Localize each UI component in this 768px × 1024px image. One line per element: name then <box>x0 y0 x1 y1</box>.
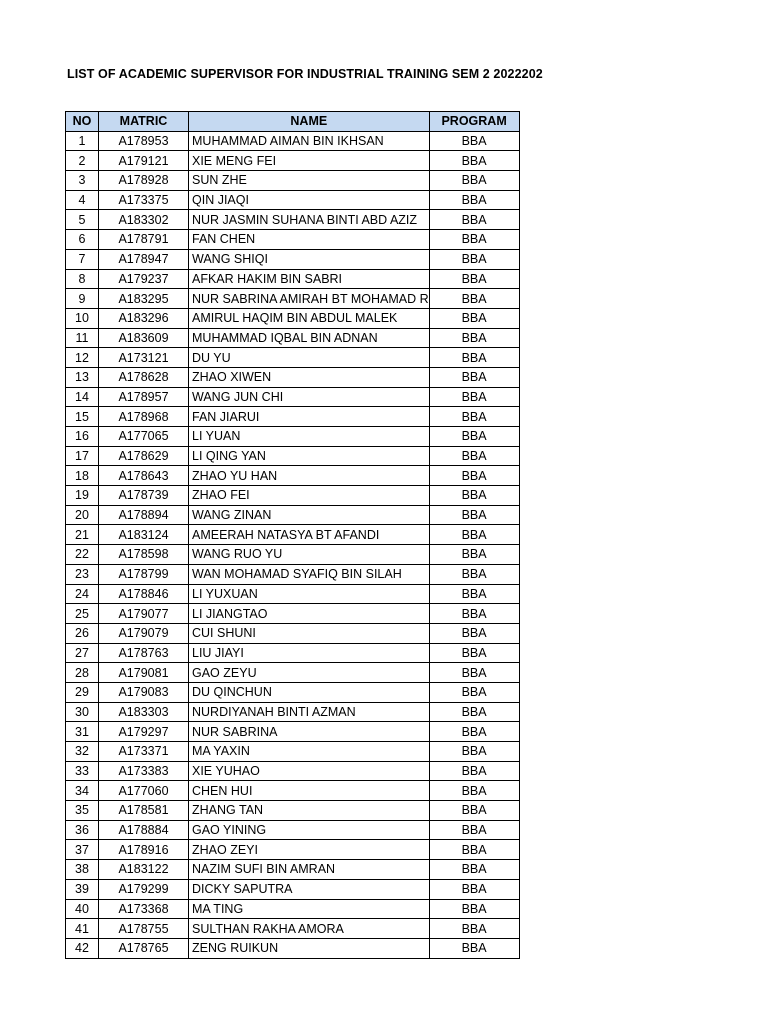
row-number-cell: 25 <box>66 604 99 624</box>
table-row <box>66 722 520 742</box>
name-cell: ZHAO YU HAN <box>189 466 430 486</box>
program-cell: BBA <box>429 584 519 604</box>
program-cell: BBA <box>429 269 519 289</box>
name-cell: MUHAMMAD AIMAN BIN IKHSAN <box>189 131 430 151</box>
program-cell: BBA <box>429 348 519 368</box>
name-cell: DU QINCHUN <box>189 682 430 702</box>
header-name: NAME <box>189 112 430 132</box>
program-cell: BBA <box>429 249 519 269</box>
matric-cell: A178739 <box>99 486 189 506</box>
row-number-cell: 20 <box>66 505 99 525</box>
matric-cell: A179237 <box>99 269 189 289</box>
program-cell: BBA <box>429 860 519 880</box>
name-cell: SULTHAN RAKHA AMORA <box>189 919 430 939</box>
matric-cell: A179083 <box>99 682 189 702</box>
table-row <box>66 446 520 466</box>
table-row <box>66 230 520 250</box>
program-cell: BBA <box>429 466 519 486</box>
table-row <box>66 860 520 880</box>
name-cell: FAN JIARUI <box>189 407 430 427</box>
program-cell: BBA <box>429 643 519 663</box>
matric-cell: A178763 <box>99 643 189 663</box>
name-cell: LI JIANGTAO <box>189 604 430 624</box>
name-cell: DICKY SAPUTRA <box>189 879 430 899</box>
program-cell: BBA <box>429 840 519 860</box>
table-row <box>66 151 520 171</box>
program-cell: BBA <box>429 308 519 328</box>
name-cell: NUR SABRINA AMIRAH BT MOHAMAD R <box>189 289 430 309</box>
row-number-cell: 4 <box>66 190 99 210</box>
name-cell: ZHANG TAN <box>189 801 430 821</box>
header-row <box>66 112 520 132</box>
program-cell: BBA <box>429 564 519 584</box>
header-matric: MATRIC <box>99 112 189 132</box>
row-number-cell: 5 <box>66 210 99 230</box>
table-row <box>66 171 520 191</box>
program-cell: BBA <box>429 820 519 840</box>
name-cell: LIU JIAYI <box>189 643 430 663</box>
table-row <box>66 682 520 702</box>
program-cell: BBA <box>429 407 519 427</box>
table-row <box>66 702 520 722</box>
name-cell: GAO YINING <box>189 820 430 840</box>
matric-cell: A183124 <box>99 525 189 545</box>
header-no: NO <box>66 112 99 132</box>
row-number-cell: 23 <box>66 564 99 584</box>
matric-cell: A179299 <box>99 879 189 899</box>
row-number-cell: 19 <box>66 486 99 506</box>
matric-cell: A178957 <box>99 387 189 407</box>
matric-cell: A178846 <box>99 584 189 604</box>
row-number-cell: 12 <box>66 348 99 368</box>
table-row <box>66 328 520 348</box>
row-number-cell: 2 <box>66 151 99 171</box>
program-cell: BBA <box>429 702 519 722</box>
program-cell: BBA <box>429 801 519 821</box>
table-row <box>66 584 520 604</box>
program-cell: BBA <box>429 682 519 702</box>
row-number-cell: 32 <box>66 742 99 762</box>
name-cell: NAZIM SUFI BIN AMRAN <box>189 860 430 880</box>
table-row <box>66 308 520 328</box>
table-row <box>66 190 520 210</box>
matric-cell: A179121 <box>99 151 189 171</box>
matric-cell: A178765 <box>99 938 189 958</box>
table-row <box>66 623 520 643</box>
name-cell: WANG RUO YU <box>189 545 430 565</box>
name-cell: ZHAO FEI <box>189 486 430 506</box>
program-cell: BBA <box>429 387 519 407</box>
program-cell: BBA <box>429 230 519 250</box>
row-number-cell: 27 <box>66 643 99 663</box>
name-cell: GAO ZEYU <box>189 663 430 683</box>
matric-cell: A178894 <box>99 505 189 525</box>
program-cell: BBA <box>429 525 519 545</box>
row-number-cell: 9 <box>66 289 99 309</box>
table-row <box>66 801 520 821</box>
matric-cell: A183302 <box>99 210 189 230</box>
program-cell: BBA <box>429 505 519 525</box>
matric-cell: A179081 <box>99 663 189 683</box>
program-cell: BBA <box>429 427 519 447</box>
name-cell: WANG JUN CHI <box>189 387 430 407</box>
row-number-cell: 8 <box>66 269 99 289</box>
row-number-cell: 1 <box>66 131 99 151</box>
table-row <box>66 525 520 545</box>
row-number-cell: 24 <box>66 584 99 604</box>
program-cell: BBA <box>429 210 519 230</box>
program-cell: BBA <box>429 781 519 801</box>
table-row <box>66 781 520 801</box>
name-cell: AFKAR HAKIM BIN SABRI <box>189 269 430 289</box>
program-cell: BBA <box>429 171 519 191</box>
table-row <box>66 486 520 506</box>
name-cell: DU YU <box>189 348 430 368</box>
matric-cell: A177065 <box>99 427 189 447</box>
name-cell: NUR JASMIN SUHANA BINTI ABD AZIZ <box>189 210 430 230</box>
matric-cell: A178598 <box>99 545 189 565</box>
row-number-cell: 42 <box>66 938 99 958</box>
table-row <box>66 131 520 151</box>
matric-cell: A178791 <box>99 230 189 250</box>
table-row <box>66 505 520 525</box>
table-row <box>66 840 520 860</box>
name-cell: LI YUAN <box>189 427 430 447</box>
program-cell: BBA <box>429 742 519 762</box>
program-cell: BBA <box>429 446 519 466</box>
program-cell: BBA <box>429 545 519 565</box>
program-cell: BBA <box>429 190 519 210</box>
matric-cell: A178953 <box>99 131 189 151</box>
row-number-cell: 3 <box>66 171 99 191</box>
table-row <box>66 604 520 624</box>
row-number-cell: 41 <box>66 919 99 939</box>
name-cell: MA TING <box>189 899 430 919</box>
row-number-cell: 29 <box>66 682 99 702</box>
table-row <box>66 387 520 407</box>
matric-cell: A178643 <box>99 466 189 486</box>
supervisor-table <box>65 111 520 959</box>
name-cell: NURDIYANAH BINTI AZMAN <box>189 702 430 722</box>
matric-cell: A173383 <box>99 761 189 781</box>
table-row <box>66 407 520 427</box>
document-title: LIST OF ACADEMIC SUPERVISOR FOR INDUSTRIAL TRAINING SEM 2 2022202 <box>67 67 543 81</box>
row-number-cell: 21 <box>66 525 99 545</box>
name-cell: ZENG RUIKUN <box>189 938 430 958</box>
row-number-cell: 15 <box>66 407 99 427</box>
table-row <box>66 269 520 289</box>
name-cell: WANG ZINAN <box>189 505 430 525</box>
matric-cell: A183303 <box>99 702 189 722</box>
row-number-cell: 39 <box>66 879 99 899</box>
row-number-cell: 31 <box>66 722 99 742</box>
name-cell: NUR SABRINA <box>189 722 430 742</box>
name-cell: ZHAO XIWEN <box>189 367 430 387</box>
matric-cell: A183122 <box>99 860 189 880</box>
matric-cell: A173375 <box>99 190 189 210</box>
table-row <box>66 348 520 368</box>
row-number-cell: 40 <box>66 899 99 919</box>
name-cell: AMIRUL HAQIM BIN ABDUL MALEK <box>189 308 430 328</box>
matric-cell: A178628 <box>99 367 189 387</box>
table-body <box>66 131 520 958</box>
program-cell: BBA <box>429 604 519 624</box>
name-cell: AMEERAH NATASYA BT AFANDI <box>189 525 430 545</box>
program-cell: BBA <box>429 289 519 309</box>
program-cell: BBA <box>429 486 519 506</box>
row-number-cell: 35 <box>66 801 99 821</box>
table-row <box>66 564 520 584</box>
matric-cell: A173121 <box>99 348 189 368</box>
row-number-cell: 13 <box>66 367 99 387</box>
table-row <box>66 742 520 762</box>
table-row <box>66 820 520 840</box>
table-row <box>66 663 520 683</box>
row-number-cell: 7 <box>66 249 99 269</box>
matric-cell: A178581 <box>99 801 189 821</box>
row-number-cell: 16 <box>66 427 99 447</box>
matric-cell: A173371 <box>99 742 189 762</box>
row-number-cell: 34 <box>66 781 99 801</box>
program-cell: BBA <box>429 328 519 348</box>
table-row <box>66 427 520 447</box>
table-row <box>66 643 520 663</box>
matric-cell: A178884 <box>99 820 189 840</box>
header-program: PROGRAM <box>429 112 519 132</box>
row-number-cell: 14 <box>66 387 99 407</box>
table-row <box>66 545 520 565</box>
name-cell: MUHAMMAD IQBAL BIN ADNAN <box>189 328 430 348</box>
matric-cell: A178916 <box>99 840 189 860</box>
program-cell: BBA <box>429 367 519 387</box>
name-cell: QIN JIAQI <box>189 190 430 210</box>
row-number-cell: 6 <box>66 230 99 250</box>
table-row <box>66 367 520 387</box>
name-cell: WAN MOHAMAD SYAFIQ BIN SILAH <box>189 564 430 584</box>
name-cell: LI QING YAN <box>189 446 430 466</box>
matric-cell: A178928 <box>99 171 189 191</box>
matric-cell: A178799 <box>99 564 189 584</box>
row-number-cell: 10 <box>66 308 99 328</box>
name-cell: CHEN HUI <box>189 781 430 801</box>
matric-cell: A178629 <box>99 446 189 466</box>
program-cell: BBA <box>429 899 519 919</box>
matric-cell: A178947 <box>99 249 189 269</box>
program-cell: BBA <box>429 761 519 781</box>
row-number-cell: 30 <box>66 702 99 722</box>
program-cell: BBA <box>429 623 519 643</box>
row-number-cell: 11 <box>66 328 99 348</box>
name-cell: WANG SHIQI <box>189 249 430 269</box>
name-cell: LI YUXUAN <box>189 584 430 604</box>
table-row <box>66 289 520 309</box>
row-number-cell: 22 <box>66 545 99 565</box>
table-row <box>66 210 520 230</box>
table-row <box>66 899 520 919</box>
program-cell: BBA <box>429 663 519 683</box>
row-number-cell: 28 <box>66 663 99 683</box>
row-number-cell: 37 <box>66 840 99 860</box>
table-header <box>66 112 520 132</box>
program-cell: BBA <box>429 722 519 742</box>
matric-cell: A183609 <box>99 328 189 348</box>
matric-cell: A179077 <box>99 604 189 624</box>
matric-cell: A178755 <box>99 919 189 939</box>
program-cell: BBA <box>429 919 519 939</box>
row-number-cell: 36 <box>66 820 99 840</box>
row-number-cell: 18 <box>66 466 99 486</box>
name-cell: XIE MENG FEI <box>189 151 430 171</box>
name-cell: MA YAXIN <box>189 742 430 762</box>
row-number-cell: 33 <box>66 761 99 781</box>
table-row <box>66 249 520 269</box>
matric-cell: A173368 <box>99 899 189 919</box>
name-cell: XIE YUHAO <box>189 761 430 781</box>
matric-cell: A179079 <box>99 623 189 643</box>
program-cell: BBA <box>429 938 519 958</box>
name-cell: SUN ZHE <box>189 171 430 191</box>
matric-cell: A177060 <box>99 781 189 801</box>
table-row <box>66 879 520 899</box>
row-number-cell: 38 <box>66 860 99 880</box>
matric-cell: A183295 <box>99 289 189 309</box>
program-cell: BBA <box>429 131 519 151</box>
row-number-cell: 17 <box>66 446 99 466</box>
row-number-cell: 26 <box>66 623 99 643</box>
table-row <box>66 761 520 781</box>
program-cell: BBA <box>429 879 519 899</box>
name-cell: CUI SHUNI <box>189 623 430 643</box>
table-row <box>66 919 520 939</box>
table-row <box>66 938 520 958</box>
matric-cell: A183296 <box>99 308 189 328</box>
table-row <box>66 466 520 486</box>
matric-cell: A179297 <box>99 722 189 742</box>
name-cell: FAN CHEN <box>189 230 430 250</box>
name-cell: ZHAO ZEYI <box>189 840 430 860</box>
matric-cell: A178968 <box>99 407 189 427</box>
program-cell: BBA <box>429 151 519 171</box>
